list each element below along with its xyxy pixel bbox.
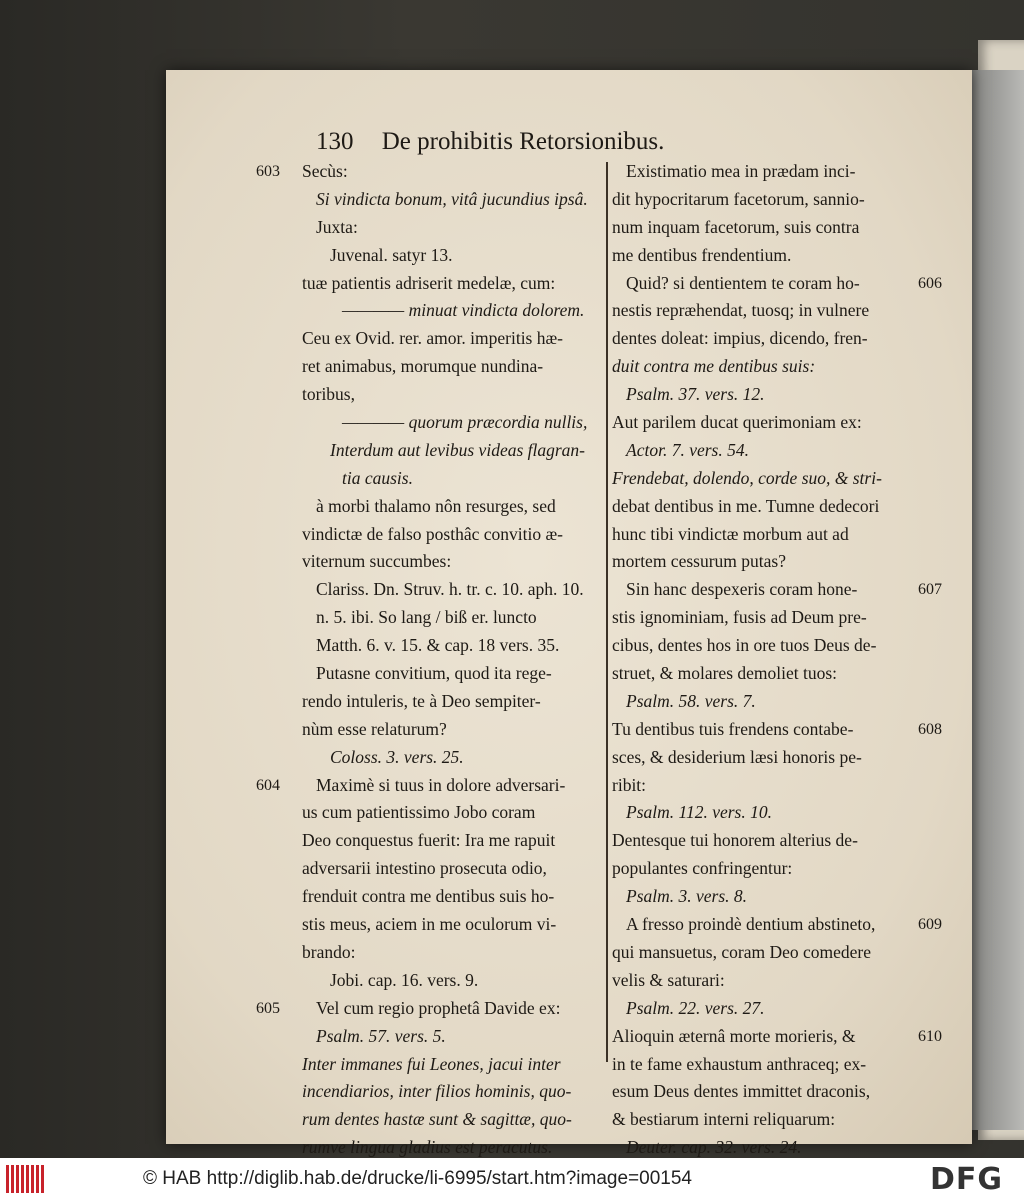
line-text: Tu dentibus tuis frendens contabe- bbox=[612, 718, 854, 739]
line-text: à morbi thalamo nôn resurges, sed bbox=[316, 495, 556, 516]
line-text: Matth. 6. v. 15. & cap. 18 vers. 35. bbox=[316, 635, 560, 656]
text-line bbox=[302, 353, 602, 381]
line-text: Clariss. Dn. Struv. h. tr. c. 10. aph. 10. bbox=[316, 579, 584, 600]
text-line bbox=[612, 270, 942, 298]
line-text: Putasne convitium, quod ita rege- bbox=[316, 663, 552, 684]
text-line bbox=[612, 604, 902, 632]
text-line bbox=[612, 688, 902, 716]
text-line bbox=[612, 799, 902, 827]
text-line bbox=[302, 493, 602, 521]
line-text: populantes confringentur: bbox=[612, 858, 793, 879]
line-text: Psalm. 58. vers. 7. bbox=[626, 690, 756, 711]
line-text: incendiarios, inter filios hominis, quo- bbox=[302, 1081, 572, 1102]
text-line bbox=[612, 242, 902, 270]
text-line bbox=[302, 548, 602, 576]
line-text: Si vindicta bonum, vitâ jucundius ipsâ. bbox=[316, 188, 588, 209]
right-column bbox=[612, 158, 942, 1158]
text-line bbox=[302, 325, 602, 353]
text-line bbox=[612, 939, 902, 967]
text-line bbox=[612, 967, 902, 995]
margin-number: 603 bbox=[256, 163, 280, 180]
line-text: A fresso proindè dentium abstineto, bbox=[626, 914, 876, 935]
text-line bbox=[612, 911, 942, 939]
text-line bbox=[612, 521, 902, 549]
line-text: me dentibus frendentium. bbox=[612, 244, 792, 265]
text-line bbox=[302, 270, 602, 298]
text-line bbox=[302, 465, 602, 493]
margin-number: 607 bbox=[918, 581, 942, 599]
text-line bbox=[612, 772, 902, 800]
hab-logo-icon bbox=[6, 1165, 46, 1193]
line-text: dentes doleat: impius, dicendo, fren- bbox=[612, 328, 868, 349]
line-text: qui mansuetus, coram Deo comedere bbox=[612, 941, 872, 962]
line-text: n. 5. ibi. So lang / biß er. luncto bbox=[316, 607, 537, 628]
text-line bbox=[612, 1134, 902, 1158]
text-line bbox=[302, 521, 602, 549]
text-line bbox=[612, 1106, 902, 1134]
text-line bbox=[612, 632, 902, 660]
text-line bbox=[612, 883, 902, 911]
page-header bbox=[316, 128, 664, 156]
text-line bbox=[612, 297, 902, 325]
line-text: Aut parilem ducat querimoniam ex: bbox=[612, 412, 862, 433]
text-line bbox=[256, 158, 602, 186]
text-line bbox=[612, 437, 902, 465]
text-line bbox=[302, 660, 602, 688]
text-line bbox=[302, 409, 602, 437]
text-line bbox=[302, 716, 602, 744]
text-line bbox=[612, 214, 902, 242]
line-text: Juxta: bbox=[316, 216, 358, 237]
line-text: us cum patientissimo Jobo coram bbox=[302, 802, 536, 823]
text-line bbox=[612, 465, 902, 493]
text-line bbox=[612, 1051, 902, 1079]
line-text: viternum succumbes: bbox=[302, 551, 452, 572]
line-text: toribus, bbox=[302, 384, 355, 405]
line-text: nestis repræhendat, tuosq; in vulnere bbox=[612, 300, 870, 321]
text-line bbox=[302, 967, 602, 995]
text-line bbox=[302, 1106, 602, 1134]
text-line bbox=[302, 1051, 602, 1079]
line-text: dit hypocritarum facetorum, sannio- bbox=[612, 188, 865, 209]
text-line bbox=[302, 437, 602, 465]
dfg-logo: DFG bbox=[930, 1162, 1004, 1197]
line-text: adversarii intestino prosecuta odio, bbox=[302, 858, 547, 879]
text-line bbox=[302, 242, 602, 270]
margin-number: 604 bbox=[256, 776, 280, 794]
line-text: stis ignominiam, fusis ad Deum pre- bbox=[612, 607, 867, 628]
line-text: tuæ patientis adriserit medelæ, cum: bbox=[302, 272, 556, 293]
line-text: rum dentes hastæ sunt & sagittæ, quo- bbox=[302, 1109, 572, 1130]
text-line bbox=[302, 1078, 602, 1106]
margin-number: 606 bbox=[918, 274, 942, 292]
text-line bbox=[612, 325, 902, 353]
text-line bbox=[302, 604, 602, 632]
line-text: Existimatio mea in prædam inci- bbox=[626, 161, 856, 181]
text-line bbox=[612, 716, 942, 744]
text-line bbox=[302, 1023, 602, 1051]
text-line bbox=[302, 688, 602, 716]
line-text: stis meus, aciem in me oculorum vi- bbox=[302, 914, 557, 935]
line-text: mortem cessurum putas? bbox=[612, 551, 786, 572]
line-text: tia causis. bbox=[342, 467, 413, 488]
line-text: Interdum aut levibus videas flagran- bbox=[330, 439, 586, 460]
left-column bbox=[256, 158, 602, 1158]
line-text: Psalm. 57. vers. 5. bbox=[316, 1025, 446, 1046]
line-text: cibus, dentes hos in ore tuos Deus de- bbox=[612, 635, 877, 656]
text-line bbox=[302, 186, 602, 214]
text-line bbox=[302, 827, 602, 855]
line-text: in te fame exhaustum anthraceq; ex- bbox=[612, 1053, 867, 1074]
margin-number: 609 bbox=[918, 916, 942, 934]
line-text: & bestiarum interni reliquarum: bbox=[612, 1109, 836, 1130]
text-line bbox=[612, 1023, 942, 1051]
line-text: num inquam facetorum, suis contra bbox=[612, 216, 860, 237]
line-text: ret animabus, morumque nundina- bbox=[302, 356, 544, 377]
line-text: Deo conquestus fuerit: Ira me rapuit bbox=[302, 830, 556, 851]
line-text: struet, & molares demoliet tuos: bbox=[612, 663, 838, 684]
line-text: Ceu ex Ovid. rer. amor. imperitis hæ- bbox=[302, 328, 563, 349]
line-text: duit contra me dentibus suis: bbox=[612, 356, 816, 377]
text-line bbox=[302, 855, 602, 883]
text-line bbox=[302, 297, 602, 325]
line-text: nùm esse relaturum? bbox=[302, 718, 447, 739]
line-text: Juvenal. satyr 13. bbox=[330, 244, 453, 265]
margin-number: 605 bbox=[256, 999, 280, 1017]
line-text: Secùs: bbox=[302, 161, 348, 181]
line-text: sces, & desiderium læsi honoris pe- bbox=[612, 746, 862, 767]
line-text: vindictæ de falso posthâc convitio æ- bbox=[302, 523, 563, 544]
text-line bbox=[612, 353, 902, 381]
text-line bbox=[302, 214, 602, 242]
line-text: rendo intuleris, te à Deo sempiter- bbox=[302, 690, 541, 711]
page-number: 130 bbox=[316, 128, 354, 155]
line-text: Dentesque tui honorem alterius de- bbox=[612, 830, 858, 851]
text-line bbox=[612, 744, 902, 772]
line-text: Deuter. cap. 32. vers. 24. bbox=[626, 1137, 802, 1158]
line-text: Inter immanes fui Leones, jacui inter bbox=[302, 1053, 561, 1074]
line-text: Actor. 7. vers. 54. bbox=[626, 439, 749, 460]
text-line bbox=[612, 409, 902, 437]
text-line bbox=[302, 576, 602, 604]
text-line bbox=[612, 855, 902, 883]
line-text: Maximè si tuus in dolore adversari- bbox=[316, 774, 566, 795]
text-line bbox=[302, 1134, 602, 1158]
line-text: Jobi. cap. 16. vers. 9. bbox=[330, 969, 479, 990]
text-line bbox=[612, 660, 902, 688]
text-line bbox=[612, 1078, 902, 1106]
text-line bbox=[612, 576, 942, 604]
text-line bbox=[302, 799, 602, 827]
line-text: velis & saturari: bbox=[612, 969, 725, 990]
book-page bbox=[166, 70, 972, 1158]
line-text: Frendebat, dolendo, corde suo, & stri- bbox=[612, 467, 882, 488]
text-line bbox=[612, 158, 902, 186]
line-text: Sin hanc despexeris coram hone- bbox=[626, 579, 858, 600]
column-divider bbox=[606, 162, 608, 1062]
margin-number: 610 bbox=[918, 1027, 942, 1045]
line-text: brando: bbox=[302, 941, 356, 962]
text-line bbox=[302, 744, 602, 772]
page-title: De prohibitis Retorsionibus. bbox=[381, 128, 665, 155]
text-line bbox=[612, 548, 902, 576]
text-line bbox=[302, 632, 602, 660]
line-text: Alioquin æternâ morte morieris, & bbox=[612, 1025, 856, 1046]
line-text: esum Deus dentes immittet draconis, bbox=[612, 1081, 871, 1102]
text-line bbox=[302, 911, 602, 939]
text-line bbox=[302, 381, 602, 409]
line-text: ribit: bbox=[612, 774, 647, 795]
line-text: frenduit contra me dentibus suis ho- bbox=[302, 886, 555, 907]
text-line bbox=[256, 995, 602, 1023]
text-line bbox=[612, 995, 902, 1023]
line-text: Psalm. 3. vers. 8. bbox=[626, 886, 748, 907]
line-text: rumve lingua gladius est peracutus. bbox=[302, 1137, 553, 1158]
text-line bbox=[256, 772, 602, 800]
line-text: Coloss. 3. vers. 25. bbox=[330, 746, 464, 767]
copyright-url[interactable]: © HAB http://diglib.hab.de/drucke/li-6995/start.htm?image=00154 bbox=[143, 1168, 692, 1189]
line-text: Quid? si dentientem te coram ho- bbox=[626, 272, 860, 293]
text-line bbox=[302, 883, 602, 911]
text-line bbox=[612, 493, 902, 521]
line-text: debat dentibus in me. Tumne dedecori bbox=[612, 495, 880, 516]
text-line bbox=[612, 381, 902, 409]
line-text: Psalm. 112. vers. 10. bbox=[626, 802, 772, 823]
line-text: ———— minuat vindicta dolorem. bbox=[342, 300, 585, 321]
text-line bbox=[302, 939, 602, 967]
line-text: hunc tibi vindictæ morbum aut ad bbox=[612, 523, 849, 544]
line-text: Vel cum regio prophetâ Davide ex: bbox=[316, 997, 561, 1018]
text-line bbox=[612, 827, 902, 855]
margin-number: 608 bbox=[918, 720, 942, 738]
line-text: Psalm. 37. vers. 12. bbox=[626, 384, 765, 405]
text-line bbox=[612, 186, 902, 214]
line-text: Psalm. 22. vers. 27. bbox=[626, 997, 765, 1018]
footer-bar bbox=[0, 1158, 1024, 1199]
line-text: ———— quorum præcordia nullis, bbox=[342, 412, 588, 433]
